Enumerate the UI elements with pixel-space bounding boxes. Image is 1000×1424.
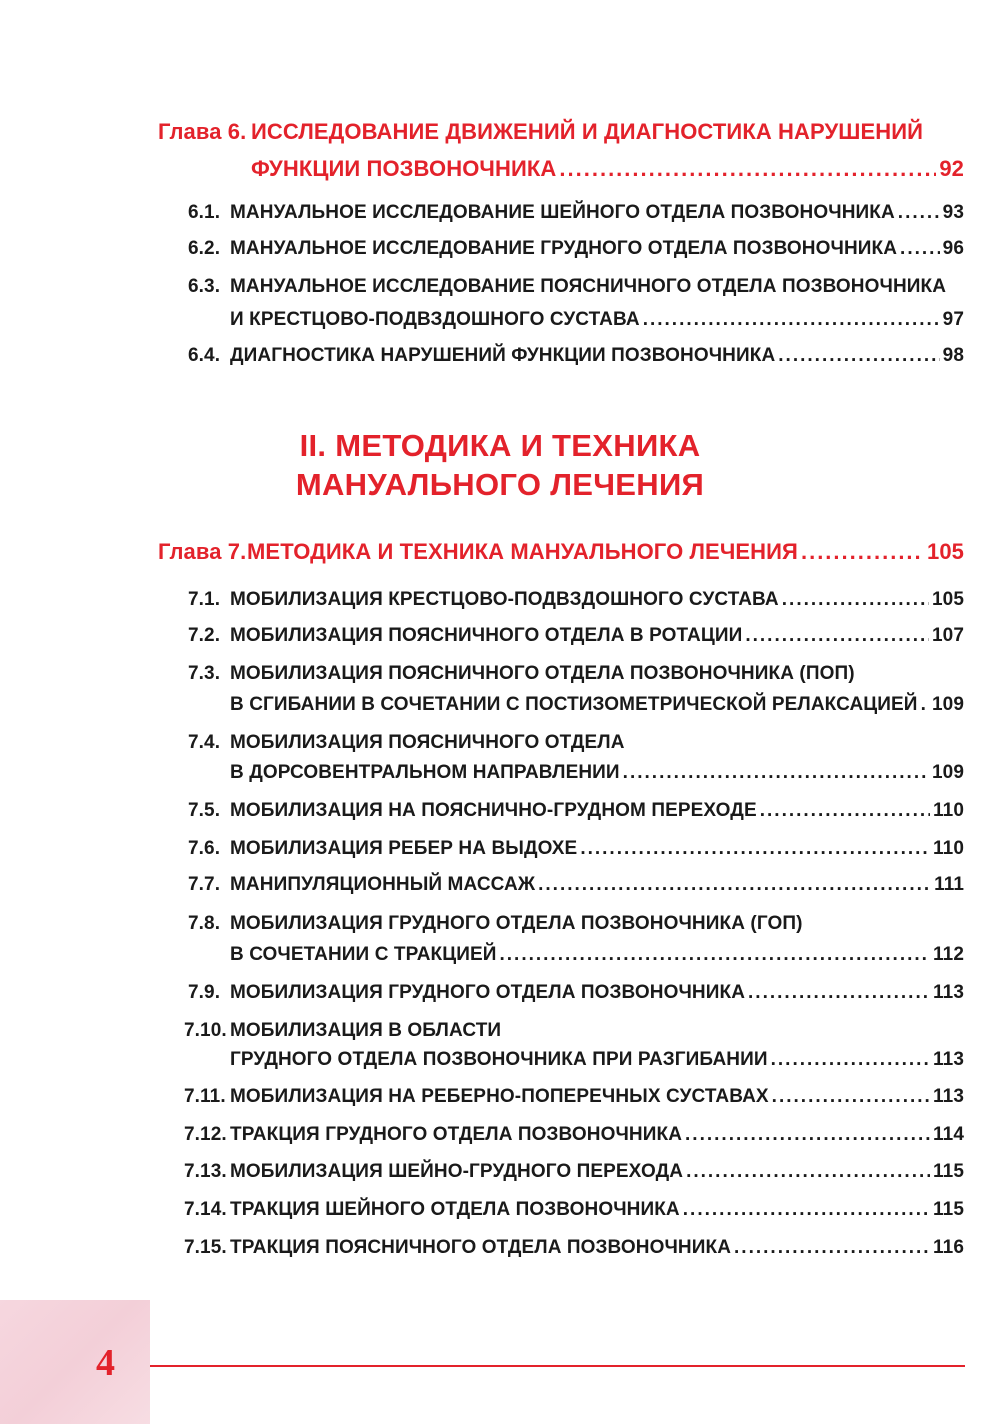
entry-title-continued: В СОЧЕТАНИИ С ТРАКЦИЕЙ — [230, 944, 497, 965]
entry-title-continued: И КРЕСТЦОВО-ПОДВЗДОШНОГО СУСТАВА — [230, 309, 640, 330]
toc-entry-7-4-line2[interactable] — [230, 761, 964, 785]
leader-dots — [782, 588, 929, 612]
entry-page: 97 — [942, 309, 964, 330]
toc-entry-7-4-line1 — [188, 731, 964, 755]
leader-dots — [921, 693, 929, 717]
chapter-6-title-line2: ФУНКЦИИ ПОЗВОНОЧНИКА — [251, 156, 557, 181]
part-2-heading-line2: МАНУАЛЬНОГО ЛЕЧЕНИЯ — [295, 467, 705, 502]
leader-dots — [538, 873, 931, 897]
entry-title: МОБИЛИЗАЦИЯ КРЕСТЦОВО-ПОДВЗДОШНОГО СУСТАВА — [230, 589, 779, 610]
entry-title-continued: ГРУДНОГО ОТДЕЛА ПОЗВОНОЧНИКА ПРИ РАЗГИБАНИИ — [230, 1049, 768, 1070]
entry-page: 107 — [931, 625, 964, 646]
entry-page: 109 — [931, 694, 964, 715]
leader-dots — [685, 1123, 930, 1147]
entry-number: 7.9. — [188, 982, 221, 1003]
toc-entry-7-8-line2[interactable] — [230, 943, 964, 967]
entry-number: 6.1. — [188, 202, 221, 223]
entry-number: 7.10. — [184, 1020, 227, 1041]
entry-title: МОБИЛИЗАЦИЯ В ОБЛАСТИ — [230, 1020, 502, 1041]
entry-number: 7.14. — [184, 1199, 227, 1220]
leader-dots — [801, 538, 924, 566]
entry-title: МОБИЛИЗАЦИЯ ГРУДНОГО ОТДЕЛА ПОЗВОНОЧНИКА (ГОП) — [230, 913, 803, 934]
toc-entry-7-5[interactable] — [188, 799, 964, 823]
entry-number: 7.7. — [188, 874, 221, 895]
entry-number: 7.11. — [184, 1086, 226, 1107]
entry-title: МОБИЛИЗАЦИЯ ГРУДНОГО ОТДЕЛА ПОЗВОНОЧНИКА — [230, 982, 746, 1003]
entry-number: 7.2. — [188, 625, 221, 646]
entry-title: МОБИЛИЗАЦИЯ НА РЕБЕРНО-ПОПЕРЕЧНЫХ СУСТАВАХ — [230, 1086, 769, 1107]
entry-page: 93 — [942, 202, 964, 223]
entry-number: 7.4. — [188, 732, 221, 753]
entry-title: МОБИЛИЗАЦИЯ ПОЯСНИЧНОГО ОТДЕЛА В РОТАЦИИ — [230, 625, 743, 646]
entry-page: 105 — [931, 589, 964, 610]
entry-title: ТРАКЦИЯ ШЕЙНОГО ОТДЕЛА ПОЗВОНОЧНИКА — [230, 1199, 680, 1220]
chapter-6-heading-line1 — [158, 118, 923, 146]
entry-title: МАНУАЛЬНОЕ ИССЛЕДОВАНИЕ ПОЯСНИЧНОГО ОТДЕЛА ПОЗВОНОЧНИКА — [230, 276, 947, 297]
entry-page: 113 — [933, 1049, 964, 1070]
chapter-7-heading[interactable] — [158, 538, 964, 566]
entry-number: 6.4. — [188, 345, 221, 366]
toc-entry-7-8-line1 — [188, 912, 964, 936]
chapter-7-title: МЕТОДИКА И ТЕХНИКА МАНУАЛЬНОГО ЛЕЧЕНИЯ — [247, 539, 798, 564]
entry-number: 7.1. — [188, 589, 221, 610]
leader-dots — [580, 837, 930, 861]
entry-page: 110 — [933, 800, 964, 821]
toc-entry-7-3-line1 — [188, 662, 964, 686]
entry-title: МАНИПУЛЯЦИОННЫЙ МАССАЖ — [230, 874, 536, 895]
entry-title: МОБИЛИЗАЦИЯ ПОЯСНИЧНОГО ОТДЕЛА — [230, 732, 625, 753]
entry-page: 110 — [933, 838, 964, 859]
entry-number: 7.12. — [184, 1124, 227, 1145]
entry-number: 7.15. — [184, 1237, 227, 1258]
entry-page: 96 — [942, 238, 964, 259]
chapter-6-title-line1: ИССЛЕДОВАНИЕ ДВИЖЕНИЙ И ДИАГНОСТИКА НАРУШЕНИЙ — [251, 119, 924, 144]
toc-entry-7-13[interactable] — [184, 1160, 964, 1184]
toc-entry-6-2[interactable] — [188, 237, 964, 261]
part-2-heading-line1: II. МЕТОДИКА И ТЕХНИКА — [299, 428, 701, 463]
toc-entry-7-15[interactable] — [184, 1236, 964, 1260]
leader-dots — [748, 981, 930, 1005]
leader-dots — [745, 624, 929, 648]
leader-dots — [900, 237, 940, 261]
leader-dots — [898, 201, 940, 225]
chapter-6-page: 92 — [939, 156, 964, 181]
entry-title-continued: В СГИБАНИИ В СОЧЕТАНИИ С ПОСТИЗОМЕТРИЧЕСКОЙ РЕЛАКСАЦИЕЙ — [230, 694, 918, 715]
leader-dots — [499, 943, 930, 967]
entry-title: МОБИЛИЗАЦИЯ РЕБЕР НА ВЫДОХЕ — [230, 838, 578, 859]
toc-entry-6-3-line2[interactable] — [230, 308, 964, 332]
leader-dots — [559, 155, 936, 183]
toc-entry-7-2[interactable] — [188, 624, 964, 648]
leader-dots — [778, 344, 939, 368]
footer-rule — [150, 1365, 965, 1367]
toc-entry-7-10-line2[interactable] — [230, 1048, 964, 1072]
entry-page: 109 — [931, 762, 964, 783]
leader-dots — [643, 308, 940, 332]
toc-entry-7-6[interactable] — [188, 837, 964, 861]
entry-page: 114 — [933, 1124, 964, 1145]
leader-dots — [683, 1198, 930, 1222]
toc-entry-6-3-line1 — [188, 275, 964, 299]
page-number: 4 — [96, 1342, 115, 1384]
entry-title-continued: В ДОРСОВЕНТРАЛЬНОМ НАПРАВЛЕНИИ — [230, 762, 620, 783]
leader-dots — [771, 1048, 930, 1072]
entry-number: 6.3. — [188, 276, 221, 297]
entry-page: 113 — [933, 982, 964, 1003]
toc-entry-7-1[interactable] — [188, 588, 964, 612]
corner-decoration — [0, 1300, 150, 1424]
toc-entry-7-14[interactable] — [184, 1198, 964, 1222]
toc-entry-7-7[interactable] — [188, 873, 964, 897]
entry-number: 7.5. — [188, 800, 221, 821]
entry-title: МАНУАЛЬНОЕ ИССЛЕДОВАНИЕ ГРУДНОГО ОТДЕЛА ПОЗВОНОЧНИКА — [230, 238, 898, 259]
entry-page: 113 — [933, 1086, 964, 1107]
entry-number: 7.3. — [188, 663, 221, 684]
toc-entry-7-3-line2[interactable] — [230, 693, 964, 717]
leader-dots — [772, 1085, 930, 1109]
entry-title: МОБИЛИЗАЦИЯ ПОЯСНИЧНОГО ОТДЕЛА ПОЗВОНОЧНИКА (ПОП) — [230, 663, 855, 684]
leader-dots — [734, 1236, 930, 1260]
entry-page: 115 — [933, 1161, 964, 1182]
entry-page: 112 — [933, 944, 964, 965]
chapter-6-heading-line2[interactable] — [251, 155, 964, 183]
entry-page: 115 — [933, 1199, 964, 1220]
entry-title: ТРАКЦИЯ ГРУДНОГО ОТДЕЛА ПОЗВОНОЧНИКА — [230, 1124, 683, 1145]
toc-entry-7-10-line1 — [184, 1019, 964, 1043]
leader-dots — [623, 761, 929, 785]
entry-number: 6.2. — [188, 238, 221, 259]
chapter-6-label: Глава 6. — [158, 119, 247, 144]
entry-number: 7.6. — [188, 838, 221, 859]
toc-entry-6-4[interactable] — [188, 344, 964, 368]
chapter-7-label: Глава 7. — [158, 539, 247, 564]
entry-number: 7.8. — [188, 913, 221, 934]
toc-entry-7-9[interactable] — [188, 981, 964, 1005]
entry-title: МОБИЛИЗАЦИЯ НА ПОЯСНИЧНО-ГРУДНОМ ПЕРЕХОДЕ — [230, 800, 757, 821]
entry-page: 98 — [942, 345, 964, 366]
chapter-7-page: 105 — [926, 539, 964, 564]
toc-entry-6-1[interactable] — [188, 201, 964, 225]
entry-title: МАНУАЛЬНОЕ ИССЛЕДОВАНИЕ ШЕЙНОГО ОТДЕЛА ПОЗВОНОЧНИКА — [230, 202, 895, 223]
leader-dots — [686, 1160, 930, 1184]
leader-dots — [760, 799, 930, 823]
entry-title: МОБИЛИЗАЦИЯ ШЕЙНО-ГРУДНОГО ПЕРЕХОДА — [230, 1161, 684, 1182]
toc-entry-7-11[interactable] — [184, 1085, 964, 1109]
entry-title: ТРАКЦИЯ ПОЯСНИЧНОГО ОТДЕЛА ПОЗВОНОЧНИКА — [230, 1237, 732, 1258]
entry-number: 7.13. — [184, 1161, 227, 1182]
toc-entry-7-12[interactable] — [184, 1123, 964, 1147]
entry-page: 111 — [934, 874, 964, 895]
entry-page: 116 — [933, 1237, 964, 1258]
entry-title: ДИАГНОСТИКА НАРУШЕНИЙ ФУНКЦИИ ПОЗВОНОЧНИКА — [230, 345, 776, 366]
